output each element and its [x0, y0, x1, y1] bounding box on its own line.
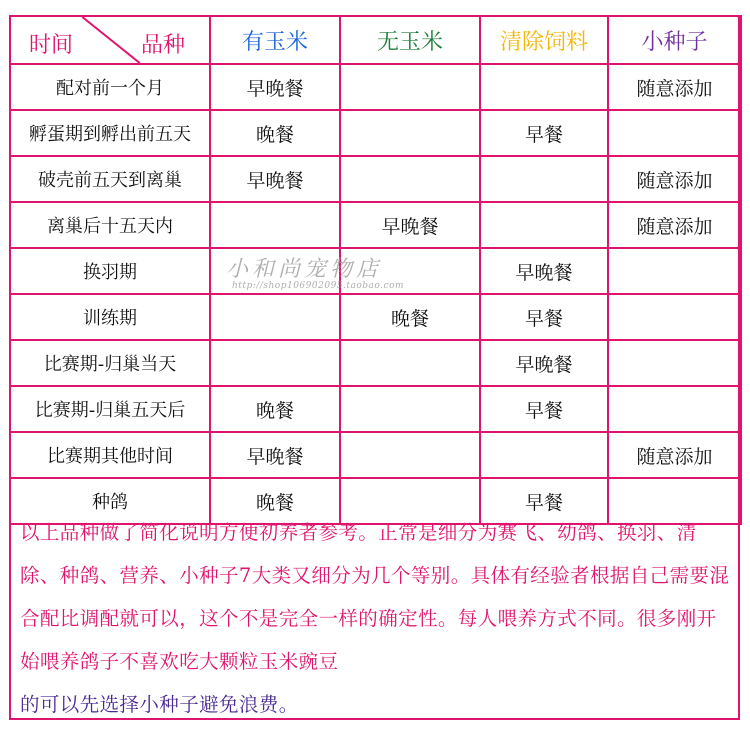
feed-cell: 早餐: [480, 478, 608, 524]
feed-cell: [340, 386, 480, 432]
header-corner-cell: [10, 16, 210, 64]
feed-cell: [608, 294, 741, 340]
feed-cell: 早晚餐: [210, 432, 340, 478]
feeding-table: [9, 15, 742, 525]
period-cell: 种鸽: [10, 478, 210, 524]
feed-cell: [340, 340, 480, 386]
feed-cell: 早晚餐: [480, 340, 608, 386]
period-cell: 比赛期其他时间: [10, 432, 210, 478]
period-cell: 换羽期: [10, 248, 210, 294]
table-row: [10, 156, 741, 202]
feed-cell: [480, 202, 608, 248]
column-header-corn: [210, 16, 340, 64]
note-paragraph: [20, 511, 732, 726]
feed-cell: [340, 156, 480, 202]
feed-cell: 早晚餐: [480, 248, 608, 294]
column-header-label: 小种子: [641, 29, 708, 55]
feed-cell: 晚餐: [210, 478, 340, 524]
feed-cell: [340, 248, 480, 294]
feed-cell: [608, 248, 741, 294]
feed-cell: 晚餐: [210, 386, 340, 432]
feed-cell: [340, 64, 480, 110]
watermark-shop-name: 小和尚宠物店: [226, 257, 383, 282]
note-text-tail: 的可以先选择小种子避免浪费。: [20, 693, 299, 716]
period-cell: 离巢后十五天内: [10, 202, 210, 248]
feed-cell: [210, 340, 340, 386]
feed-cell: [608, 110, 741, 156]
feed-cell: [608, 386, 741, 432]
feed-cell: 早晚餐: [210, 64, 340, 110]
period-cell: 孵蛋期到孵出前五天: [10, 110, 210, 156]
kind-label: 品种: [140, 33, 185, 58]
feed-cell: 早餐: [480, 294, 608, 340]
feed-cell: [480, 156, 608, 202]
feed-cell: 随意添加: [608, 64, 741, 110]
column-header-label: 清除饲料: [499, 29, 588, 55]
period-cell: 训练期: [10, 294, 210, 340]
feed-cell: 早餐: [480, 110, 608, 156]
feed-cell: [210, 248, 340, 294]
period-cell: 比赛期-归巢五天后: [10, 386, 210, 432]
table-row: [10, 432, 741, 478]
table-row: [10, 248, 741, 294]
period-cell: 配对前一个月: [10, 64, 210, 110]
header-row: [10, 16, 741, 64]
table-row: [10, 340, 741, 386]
feed-cell: 随意添加: [608, 432, 741, 478]
feed-cell: 随意添加: [608, 156, 741, 202]
column-header-label: 无玉米: [376, 29, 443, 55]
column-header-small-seeds: [608, 16, 741, 64]
feed-cell: 早晚餐: [210, 156, 340, 202]
watermark-url: http://shop106902095.taobao.com: [232, 281, 405, 291]
feed-cell: [210, 294, 340, 340]
feed-cell: [340, 110, 480, 156]
period-cell: 破壳前五天到离巢: [10, 156, 210, 202]
feed-cell: 随意添加: [608, 202, 741, 248]
feed-cell: 晚餐: [340, 294, 480, 340]
feed-cell: [480, 64, 608, 110]
column-header-cleanse-feed: [480, 16, 608, 64]
column-header-no-corn: [340, 16, 480, 64]
feed-cell: [608, 340, 741, 386]
time-label: 时间: [29, 33, 74, 58]
table-row: [10, 110, 741, 156]
feed-cell: 早餐: [480, 386, 608, 432]
feed-cell: 晚餐: [210, 110, 340, 156]
feed-cell: [480, 432, 608, 478]
feed-cell: [210, 202, 340, 248]
feed-cell: [340, 432, 480, 478]
table-row: [10, 64, 741, 110]
table-row: [10, 386, 741, 432]
column-header-label: 有玉米: [241, 29, 308, 55]
table-row: [10, 294, 741, 340]
period-cell: 比赛期-归巢当天: [10, 340, 210, 386]
feed-cell: 早晚餐: [340, 202, 480, 248]
note-text-main: 以上品种做了简化说明方便初养者参考。正常是细分为赛飞、幼鸽、换羽、清除、种鸽、营养、小种子7大类又细分为几个等别。具体有经验者根据自己需要混合配比调配就可以，这个不是完全一样的确定性。每人喂养方式不同。很多刚开始喂养鸽子不喜欢吃大颗粒玉米豌豆: [20, 521, 730, 673]
table-row: [10, 202, 741, 248]
